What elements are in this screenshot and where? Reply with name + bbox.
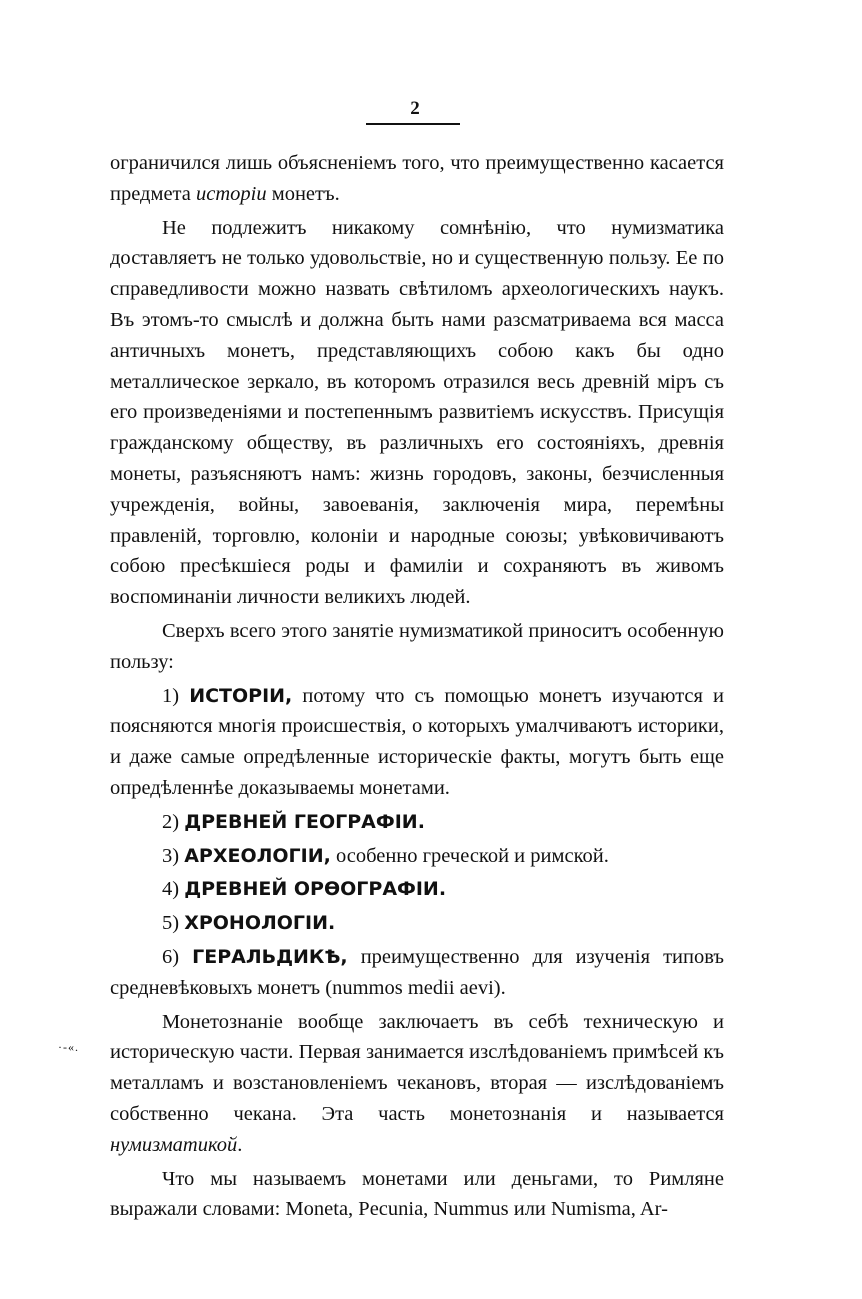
list-item: 1) ИСТОРІИ, потому что съ помощью монетъ изучаются и поясняются многія происшествія, о которыхъ умалчиваютъ историки, и даже самые опредѣленные историческіе факты, могутъ быть еще опредѣленнѣе доказываемы монетами. <box>110 684 725 799</box>
paragraph: Сверхъ всего этого занятіе нумизматикой приноситъ особенную пользу: <box>110 619 724 673</box>
list-item: 3) АРХЕОЛОГІИ, особенно греческой и римской. <box>162 844 609 867</box>
list-item: 2) ДРЕВНЕЙ ГЕОГРАФІИ. <box>162 810 425 833</box>
body-text <box>110 148 724 1225</box>
paragraph: ограничился лишь объясненіемъ того, что преимущественно касается предмета исторіи монетъ. <box>110 152 724 205</box>
header-rule <box>366 123 460 125</box>
page-number: 2 <box>410 98 420 119</box>
list-item: 5) ХРОНОЛОГІИ. <box>162 912 336 935</box>
paragraph: Не подлежитъ никакому сомнѣнію, что нумизматика доставляетъ не только удовольствіе, но и существенную пользу. Ее по справедливости можно назвать свѣтиломъ археологическихъ наукъ. Въ этомъ-то смыслѣ и должна быть нами разсматриваема вся масса античныхъ монетъ, представляющихъ собою какъ бы одно металлическое зеркало, въ которомъ отразился весь древній міръ съ его произведеніями и постепеннымъ развитіемъ искусствъ. Присущія гражданскому обществу, въ различныхъ его состояніяхъ, древнія монеты, разъясняютъ намъ: жизнь городовъ, законы, безчисленныя учрежденія, войны, завоеванія, заключенія мира, перемѣны правленій, торговлю, колоніи и народные союзы; увѣковичиваютъ собою пресѣкшіеся роды и фамиліи и сохраняютъ въ живомъ воспоминаніи личности великихъ людей. <box>110 216 724 609</box>
list-item: 4) ДРЕВНЕЙ ОРѲОГРАФІИ. <box>162 878 447 901</box>
paragraph: Что мы называемъ монетами или деньгами, то Римляне выражали словами: Moneta, Pecunia, Nummus или Numisma, Ar- <box>110 1167 724 1221</box>
list-item: 6) ГЕРАЛЬДИКѢ, преимущественно для изученія типовъ средневѣковыхъ монетъ (nummos medii aevi). <box>110 945 725 999</box>
margin-mark: ·-«. <box>58 1040 79 1054</box>
paragraph: Монетознаніе вообще заключаетъ въ себѣ техническую и историческую части. Первая занимается изслѣдованіемъ примѣсей къ металламъ и возстановленіемъ чекановъ, вторая — изслѣдованіемъ собственно чекана. Эта часть монетознанія и называется нумизматикой. <box>110 1010 724 1156</box>
